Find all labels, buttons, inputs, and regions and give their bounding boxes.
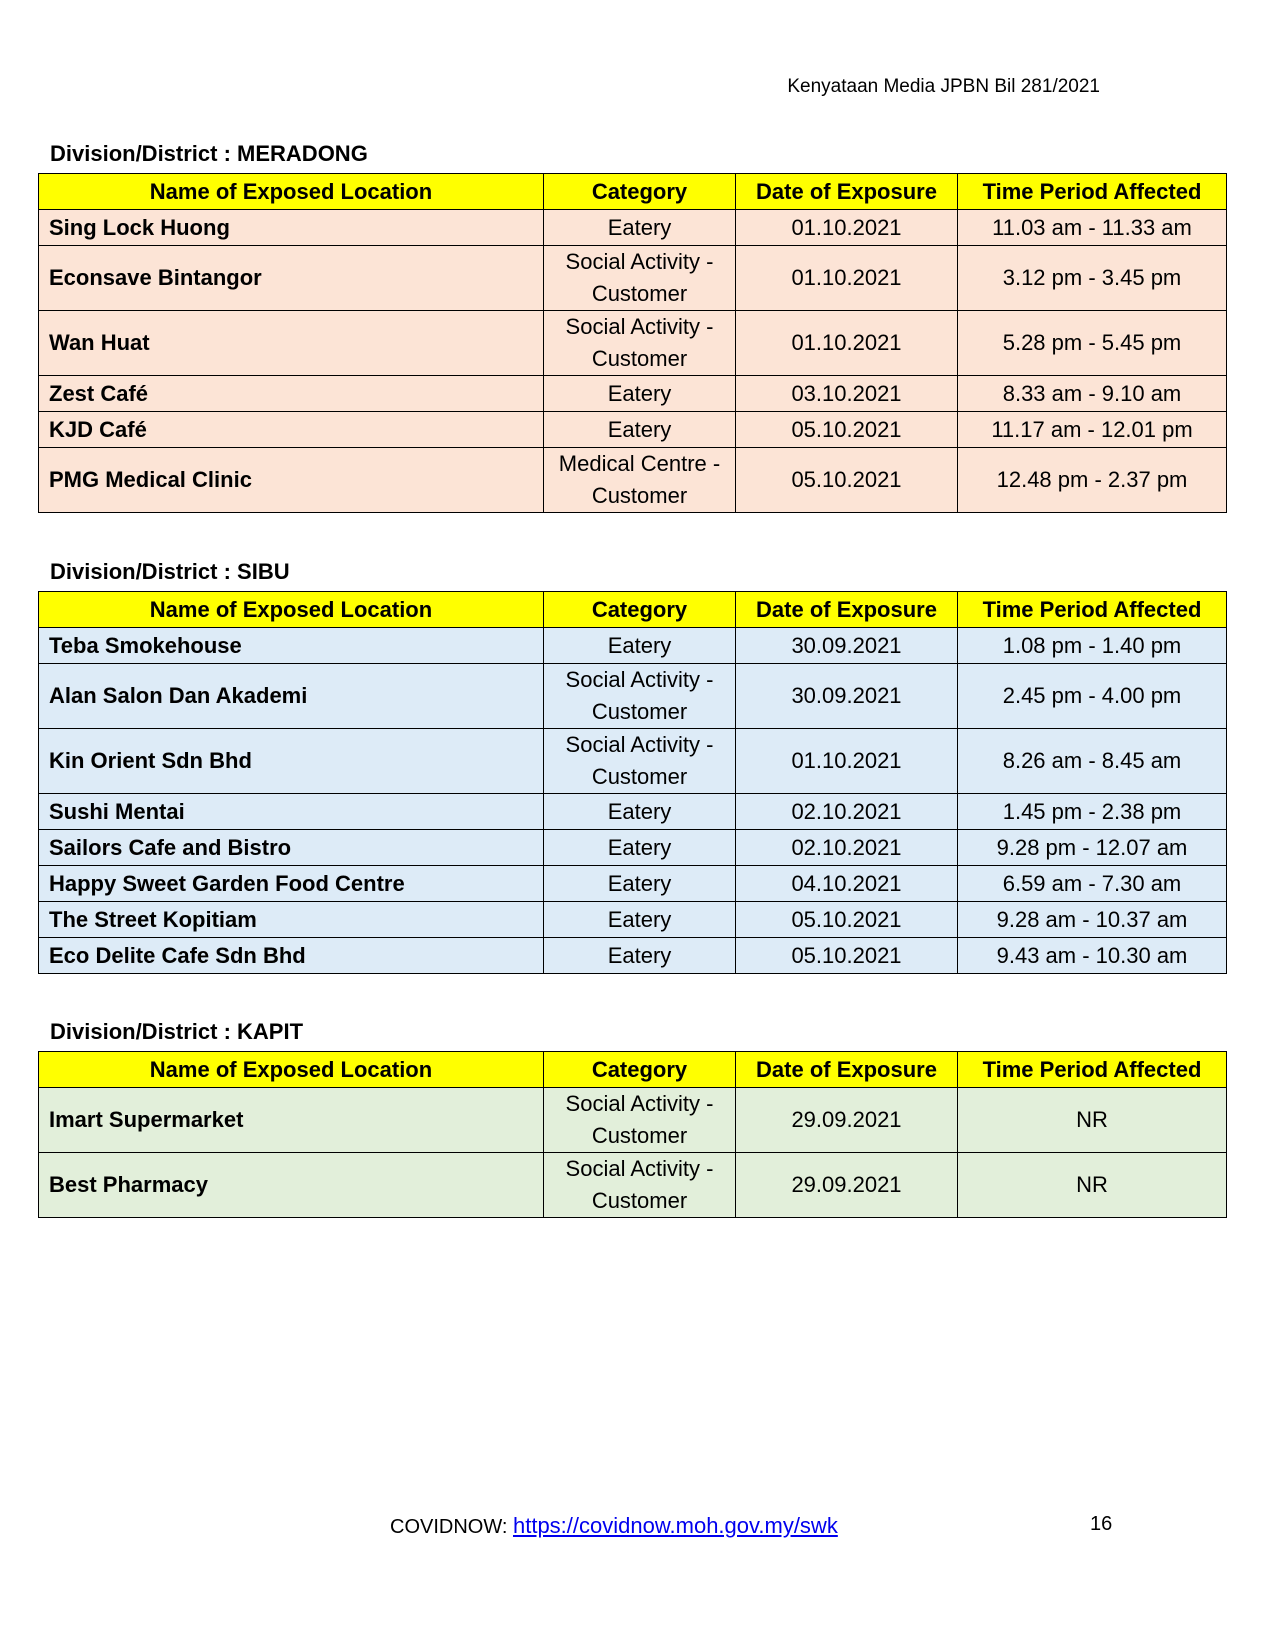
location-name: Happy Sweet Garden Food Centre — [39, 866, 544, 902]
page-number: 16 — [1090, 1513, 1113, 1535]
table-row — [39, 311, 1227, 376]
category: Eatery — [544, 412, 736, 448]
column-header-category: Category — [544, 174, 736, 210]
covidnow-link[interactable]: https://covidnow.moh.gov.my/swk — [512, 1513, 838, 1538]
column-header-time: Time Period Affected — [958, 592, 1227, 628]
location-name: Zest Café — [39, 376, 544, 412]
table-row — [39, 246, 1227, 311]
category: Social Activity - Customer — [544, 311, 736, 376]
table-row — [39, 794, 1227, 830]
column-header-name: Name of Exposed Location — [39, 174, 544, 210]
exposure-date: 04.10.2021 — [736, 866, 958, 902]
table-row — [39, 448, 1227, 513]
table-row — [39, 628, 1227, 664]
exposure-date: 01.10.2021 — [736, 729, 958, 794]
media-statement-reference: Kenyataan Media JPBN Bil 281/2021 — [787, 76, 1100, 97]
exposure-date: 05.10.2021 — [736, 412, 958, 448]
time-period: NR — [958, 1088, 1227, 1153]
exposure-date: 29.09.2021 — [736, 1153, 958, 1218]
table-row — [39, 210, 1227, 246]
footer — [390, 1513, 838, 1539]
column-header-category: Category — [544, 1052, 736, 1088]
time-period: NR — [958, 1153, 1227, 1218]
column-header-name: Name of Exposed Location — [39, 1052, 544, 1088]
exposure-date: 03.10.2021 — [736, 376, 958, 412]
exposure-date: 29.09.2021 — [736, 1088, 958, 1153]
exposure-table-sibu — [38, 591, 1227, 974]
column-header-date: Date of Exposure — [736, 1052, 958, 1088]
table-row — [39, 376, 1227, 412]
table-row — [39, 902, 1227, 938]
time-period: 9.28 pm - 12.07 am — [958, 830, 1227, 866]
exposure-date: 02.10.2021 — [736, 794, 958, 830]
category: Social Activity - Customer — [544, 729, 736, 794]
column-header-date: Date of Exposure — [736, 592, 958, 628]
time-period: 11.17 am - 12.01 pm — [958, 412, 1227, 448]
location-name: Alan Salon Dan Akademi — [39, 664, 544, 729]
exposure-date: 01.10.2021 — [736, 246, 958, 311]
category: Social Activity - Customer — [544, 1088, 736, 1153]
category: Eatery — [544, 866, 736, 902]
exposure-date: 05.10.2021 — [736, 902, 958, 938]
footer-label: COVIDNOW: — [390, 1516, 508, 1538]
location-name: Sushi Mentai — [39, 794, 544, 830]
location-name: Teba Smokehouse — [39, 628, 544, 664]
time-period: 1.08 pm - 1.40 pm — [958, 628, 1227, 664]
time-period: 9.43 am - 10.30 am — [958, 938, 1227, 974]
category: Eatery — [544, 938, 736, 974]
category: Social Activity - Customer — [544, 1153, 736, 1218]
time-period: 8.26 am - 8.45 am — [958, 729, 1227, 794]
exposure-date: 01.10.2021 — [736, 311, 958, 376]
location-name: KJD Café — [39, 412, 544, 448]
table-row — [39, 830, 1227, 866]
category: Social Activity - Customer — [544, 664, 736, 729]
table-row — [39, 729, 1227, 794]
column-header-name: Name of Exposed Location — [39, 592, 544, 628]
location-name: Imart Supermarket — [39, 1088, 544, 1153]
column-header-time: Time Period Affected — [958, 174, 1227, 210]
exposure-date: 30.09.2021 — [736, 664, 958, 729]
location-name: Eco Delite Cafe Sdn Bhd — [39, 938, 544, 974]
location-name: Best Pharmacy — [39, 1153, 544, 1218]
exposure-date: 01.10.2021 — [736, 210, 958, 246]
time-period: 5.28 pm - 5.45 pm — [958, 311, 1227, 376]
section-title-meradong: Division/District : MERADONG — [50, 141, 368, 166]
category: Eatery — [544, 210, 736, 246]
time-period: 3.12 pm - 3.45 pm — [958, 246, 1227, 311]
category: Eatery — [544, 902, 736, 938]
time-period: 8.33 am - 9.10 am — [958, 376, 1227, 412]
exposure-table-kapit — [38, 1051, 1227, 1218]
table-row — [39, 412, 1227, 448]
column-header-time: Time Period Affected — [958, 1052, 1227, 1088]
exposure-table-meradong — [38, 173, 1227, 513]
time-period: 9.28 am - 10.37 am — [958, 902, 1227, 938]
category: Eatery — [544, 376, 736, 412]
table-row — [39, 1088, 1227, 1153]
location-name: Wan Huat — [39, 311, 544, 376]
table-row — [39, 1153, 1227, 1218]
location-name: Kin Orient Sdn Bhd — [39, 729, 544, 794]
category: Social Activity - Customer — [544, 246, 736, 311]
section-title-kapit: Division/District : KAPIT — [50, 1019, 304, 1044]
exposure-date: 30.09.2021 — [736, 628, 958, 664]
exposure-date: 05.10.2021 — [736, 448, 958, 513]
time-period: 11.03 am - 11.33 am — [958, 210, 1227, 246]
location-name: PMG Medical Clinic — [39, 448, 544, 513]
category: Medical Centre - Customer — [544, 448, 736, 513]
table-row — [39, 938, 1227, 974]
category: Eatery — [544, 628, 736, 664]
time-period: 1.45 pm - 2.38 pm — [958, 794, 1227, 830]
time-period: 12.48 pm - 2.37 pm — [958, 448, 1227, 513]
column-header-category: Category — [544, 592, 736, 628]
table-row — [39, 664, 1227, 729]
table-row — [39, 866, 1227, 902]
location-name: The Street Kopitiam — [39, 902, 544, 938]
category: Eatery — [544, 794, 736, 830]
category: Eatery — [544, 830, 736, 866]
column-header-date: Date of Exposure — [736, 174, 958, 210]
time-period: 6.59 am - 7.30 am — [958, 866, 1227, 902]
location-name: Econsave Bintangor — [39, 246, 544, 311]
exposure-date: 02.10.2021 — [736, 830, 958, 866]
location-name: Sailors Cafe and Bistro — [39, 830, 544, 866]
time-period: 2.45 pm - 4.00 pm — [958, 664, 1227, 729]
exposure-date: 05.10.2021 — [736, 938, 958, 974]
section-title-sibu: Division/District : SIBU — [50, 559, 290, 584]
location-name: Sing Lock Huong — [39, 210, 544, 246]
